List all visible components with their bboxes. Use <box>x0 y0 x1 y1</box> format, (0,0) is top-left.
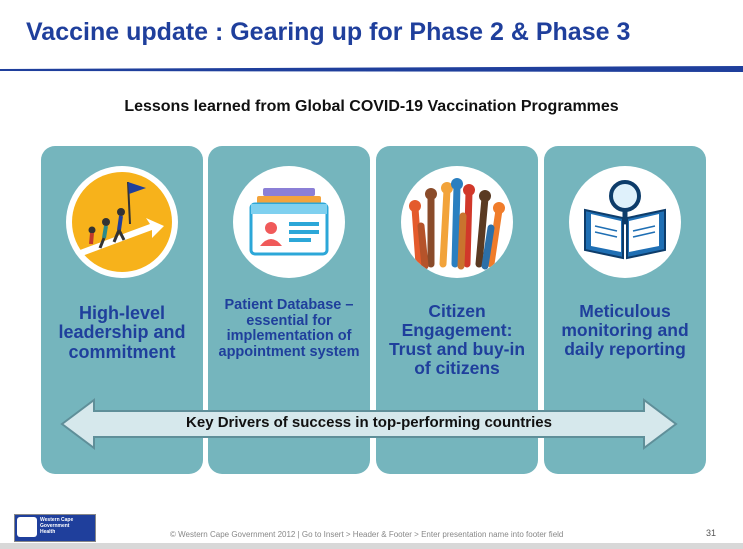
book-magnifier-icon <box>569 166 681 278</box>
page-number: 31 <box>706 528 717 538</box>
slide-subtitle: Lessons learned from Global COVID-19 Vaccination Programmes <box>124 98 619 115</box>
footer-text: © Western Cape Government 2012 | Go to Insert > Header & Footer > Enter presentation name into footer field <box>170 530 564 539</box>
card-label: High-level leadership and commitment <box>58 303 186 362</box>
slide-title: Vaccine update : Gearing up for Phase 2 & Phase 3 <box>26 18 631 46</box>
arrow-label: Key Drivers of success in top-performing countries <box>186 414 552 431</box>
card-label: Patient Database – essential for implementation of appointment system <box>218 297 360 360</box>
western-cape-logo: Western Cape Government Health <box>14 514 96 542</box>
leadership-flag-icon <box>66 166 178 278</box>
card-label: Citizen Engagement: Trust and buy-in of citizens <box>388 301 526 378</box>
bottom-strip <box>0 543 743 549</box>
database-record-icon <box>233 166 345 278</box>
title-underline <box>0 66 743 74</box>
card-label: Meticulous monitoring and daily reporting <box>561 301 689 359</box>
raised-hands-icon <box>401 166 513 278</box>
